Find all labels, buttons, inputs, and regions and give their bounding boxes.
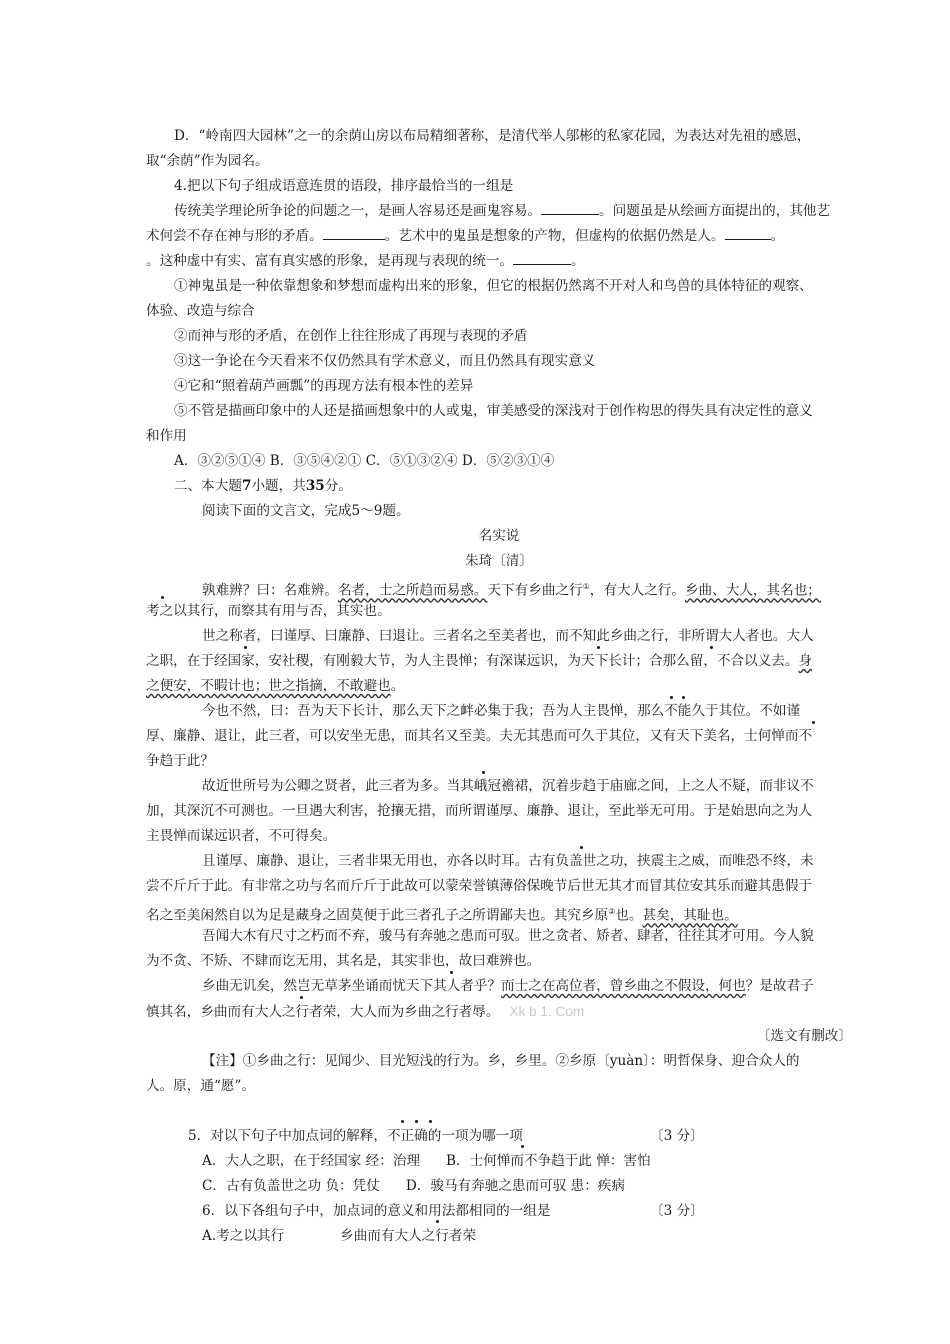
q4-item-2: ②而神与形的矛盾，在创作上往往形成了再现与表现的矛盾 <box>174 328 528 344</box>
q5-option-b[interactable]: B．士何惮而不争趋于此 惮：害怕 <box>446 1153 651 1169</box>
watermark: Xk b 1. Com <box>509 1004 585 1019</box>
answer-blank <box>725 225 771 240</box>
emphasis-dot <box>436 1220 439 1223</box>
essay-p7-line2: 慎其名，乡曲而有大人之行者荣，大人而为乡曲之行者辱。 Xk b 1. Com <box>146 1004 585 1020</box>
emphasis-dot <box>161 596 164 599</box>
essay-annotation-line2: 人。原，通“愿”。 <box>146 1078 256 1094</box>
section2-heading: 二、本大题7小题，共35分。 <box>174 478 352 494</box>
q4-passage-line3: 。这种虚中有实、富有真实感的形象，是再现与表现的统一。 。 <box>146 249 852 274</box>
emphasis-dot <box>812 721 815 724</box>
essay-p6-line2: 为不贪、不矫、不肆而讫无用，其名是，其实非也，故曰难辨也。 <box>146 953 541 969</box>
essay-p5-line3: 名之至美闲然自以为足是藏身之固莫便于此三者孔子之所谓鄙夫也。其究乡原②也。甚矣，其耻也。 <box>146 907 738 924</box>
q5-options-ab <box>202 1149 852 1174</box>
essay-p2-line3: 之便安，不暇计也；世之指摘，不敢避也。 <box>146 678 405 694</box>
emphasis-dot <box>580 846 583 849</box>
q4-passage-line1: 传统美学理论所争论的问题之一，是画人容易还是画鬼容易。 。问题虽是从绘画方面提出的，其他艺 <box>174 199 852 224</box>
essay-author: 朱琦〔清〕 <box>465 553 533 569</box>
q5-option-d[interactable]: D．骏马有奔驰之患而可驭 患：疾病 <box>405 1178 625 1194</box>
emphasis-dot <box>244 646 247 649</box>
essay-source-note: 〔选文有删改〕 <box>756 1028 852 1044</box>
q4-item-5-line1: ⑤不管是描画印象中的人还是描画想象中的人或鬼，审美感受的深浅对于创作构思的得失具有决定性的意义 <box>174 403 813 419</box>
emphasis-dot <box>300 996 303 999</box>
q4-passage-line2: 术何尝不存在神与形的矛盾。 。艺术中的鬼虽是想象的产物，但虚构的依据仍然是人。 。 <box>146 224 852 249</box>
answer-blank <box>541 200 599 215</box>
emphasis-dot <box>482 771 485 774</box>
section2-instruction: 阅读下面的文言文，完成5～9题。 <box>202 503 410 519</box>
essay-p1-line1: 孰难辨？曰：名难辨。名者，士之所趋而易惑。天下有乡曲之行①，有大人之行。乡曲、大人，其名也； <box>202 582 821 599</box>
essay-p5-line1: 且谨厚、廉静、退让，三者非果无用也，亦各以时耳。古有负盖世之功，挟震主之威，而唯恐不终，未 <box>202 853 814 869</box>
emphasis-dot <box>401 1120 404 1123</box>
q6-score: 〔3 分〕 <box>650 1203 704 1219</box>
emphasis-dot <box>710 646 713 649</box>
q4-item-1-line2: 体验、改造与综合 <box>146 303 255 319</box>
q3-option-d-line2: 取“余荫”作为园名。 <box>146 153 269 169</box>
emphasis-dot <box>429 1120 432 1123</box>
emphasis-dot <box>415 1120 418 1123</box>
q5-score: 〔3 分〕 <box>650 1128 704 1144</box>
q4-item-5-line2: 和作用 <box>146 428 187 444</box>
emphasis-dot <box>670 696 673 699</box>
essay-p3-line2: 厚、廉静、退让，此三者，可以安坐无患，而其名又至美。夫无其患而可久于其位，又有天下美名，士何惮而不 <box>146 728 813 744</box>
essay-p6-line1: 吾闻大木有尺寸之朽而不弃，骏马有奔驰之患而可驭。世之贪者、矫者、肆者，往往其才可用。今人貌 <box>202 928 814 944</box>
q5-option-a[interactable]: A．大人之职，在于经国家 经：治理 <box>202 1153 421 1169</box>
essay-p4-line1: 故近世所号为公卿之贤者，此三者为多。当其峨冠襜裙，沉着步趋于庙廊之间，上之人不疑，而非议不 <box>202 778 814 794</box>
essay-p1-line2: 考之以其行，而察其有用与否，其实也。 <box>146 603 391 619</box>
essay-p2-line1: 世之称者，曰谨厚、曰廉静、曰退让。三者名之至美者也，而不知此乡曲之行，非所谓大人者也。大人 <box>202 628 814 644</box>
essay-p4-line3: 主畏惮而谋远识者，不可得矣。 <box>146 828 337 844</box>
essay-annotation-line1: 【注】①乡曲之行：见闻少、目光短浅的行为。乡，乡里。②乡原〔yuàn〕：明哲保身、迎合众人的 <box>202 1053 800 1069</box>
essay-p7-line1: 乡曲无讥矣，然岂无草茅坐诵而忧天下其人者乎？而士之在高位者，曾乡曲之不假设，何也？是故君子 <box>202 978 814 994</box>
emphasis-dot <box>597 646 600 649</box>
q4-options: A．③②⑤①④ B．③⑤④②① C．⑤①③②④ D．⑤②③①④ <box>174 453 555 469</box>
q3-option-d-line1: D．“岭南四大园林”之一的余荫山房以布局精细著称，是清代举人邬彬的私家花园，为表达对先祖的感恩， <box>174 128 811 144</box>
emphasis-dot <box>682 696 685 699</box>
essay-p3-line3: 争趋于此？ <box>146 753 214 769</box>
emphasis-dot <box>521 1145 524 1148</box>
q4-item-1-line1: ①神鬼虽是一种依靠想象和梦想而虚构出来的形象，但它的根据仍然离不开对人和鸟兽的具体特征的观察、 <box>174 278 813 294</box>
essay-p3-line1: 今也不然，曰：吾为天下长计，那么天下之衅必集于我；吾为人主畏惮，那么不能久于其位。不如谨 <box>202 703 801 719</box>
essay-title: 名实说 <box>478 528 520 544</box>
q5-option-c[interactable]: C．古有负盖世之功 负：凭仗 <box>202 1178 380 1194</box>
q6-option-a[interactable]: A.考之以其行 乡曲而有大人之行者荣 <box>202 1228 477 1244</box>
q6-stem: 6．以下各组句子中，加点词的意义和用法都相同的一组是 <box>202 1203 551 1219</box>
q4-item-3: ③这一争论在今天看来不仅仍然具有学术意义，而且仍然具有现实意义 <box>174 353 596 369</box>
essay-p5-line2: 尝不斤斤于此。有非常之功与名而斤斤于此故可以蒙荣誉镇薄俗保晚节后世无其才而冒其位安其乐而避其患假于 <box>146 878 813 894</box>
q4-item-4: ④它和“照着葫芦画瓢”的再现方法有根本性的差异 <box>174 378 474 394</box>
q5-stem: 5．对以下句子中加点词的解释，不正确的一项为哪一项 <box>188 1128 523 1144</box>
answer-blank <box>513 250 571 265</box>
q4-stem: 4.把以下句子组成语意连贯的语段，排序最恰当的一组是 <box>174 178 514 194</box>
emphasis-dot <box>450 971 453 974</box>
essay-p4-line2: 加，其深沉不可测也。一旦遇大利害，抢攘无措，而所谓谨厚、廉静、退让，至此举无可用。于是始思向之为人 <box>146 803 813 819</box>
answer-blank <box>323 225 385 240</box>
q5-options-cd <box>202 1174 852 1199</box>
essay-p2-line2: 之职，在于经国家，安社稷，有刚毅大节，为人主畏惮；有深谋远识，为天下长计；合那么留，不合以义去。身 <box>146 653 813 669</box>
